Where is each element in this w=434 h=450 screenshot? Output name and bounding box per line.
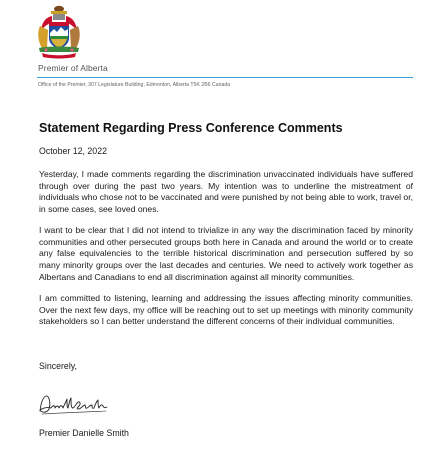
statement-title: Statement Regarding Press Conference Comments [39,121,343,135]
signer-name: Premier Danielle Smith [39,428,129,438]
letterhead-divider [37,77,413,78]
handwritten-signature [37,393,109,417]
statement-paragraph-3: I am committed to listening, learning and addressing the issues affecting minority communities. Over the next few days, my office will be reaching out to set up meetings with minority community stakeholders so I can better understand the different concerns of their individual communities. [39,293,413,327]
alberta-coat-of-arms-icon [36,4,82,60]
closing-salutation: Sincerely, [39,361,77,371]
statement-date: October 12, 2022 [39,146,107,156]
office-address: Office of the Premier, 307 Legislature Building, Edmonton, Alberta T5K 2B6 Canada [38,82,231,88]
statement-paragraph-2: I want to be clear that I did not intend to trivialize in any way the discrimination faced by minority communities and other persecuted groups both here in Canada and around the world or to create any false equivalencies to the terrible historical discrimination and persecution suffered by so many minority groups over the last decades and centuries. We need to actively work together as Albertans and Canadians to end all discrimination against all minority communities. [39,225,413,282]
statement-paragraph-1: Yesterday, I made comments regarding the discrimination unvaccinated individuals have suffered through over during the past two years. My intention was to underline the mistreatment of individuals who chose not to be vaccinated and were punished by not being able to work, travel or, in some cases, see loved ones. [39,169,413,215]
office-name: Premier of Alberta [38,63,108,73]
